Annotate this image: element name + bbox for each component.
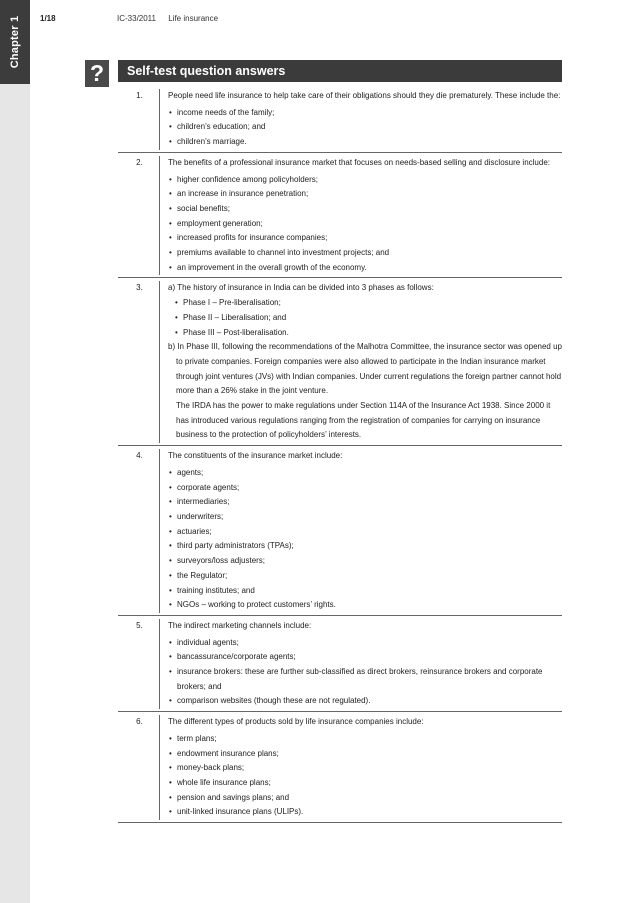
bullet-item: • whole life insurance plans; (168, 776, 562, 791)
answer-intro: The indirect marketing channels include: (168, 620, 312, 630)
bullet-item: • increased profits for insurance companies; (168, 231, 562, 246)
bullet-item: • agents; (168, 466, 562, 481)
bullet-item: • insurance brokers: these are further sub-classified as direct brokers, reinsurance brokers and corporate brokers; and (168, 665, 562, 694)
bullet-item: • children’s education; and (168, 120, 562, 135)
bullet-item: • intermediaries; (168, 495, 562, 510)
bullet-item: • bancassurance/corporate agents; (168, 650, 562, 665)
answer-row (118, 616, 562, 712)
answer-content (159, 89, 562, 150)
bullet-item: • comparison websites (though these are not regulated). (168, 694, 562, 709)
answer-intro: The constituents of the insurance market include: (168, 451, 343, 461)
question-mark-icon: ? (85, 60, 109, 87)
answer-intro: The benefits of a professional insurance market that focuses on needs-based selling and disclosure include: (168, 157, 551, 167)
bullet-item: • term plans; (168, 732, 562, 747)
phase-item: • Phase II – Liberalisation; and (168, 311, 562, 326)
answers-table (118, 86, 562, 823)
bullet-item: • endowment insurance plans; (168, 747, 562, 762)
answer-part-b-note: The IRDA has the power to make regulations under Section 114A of the Insurance Act 1938. Since 2000 it has introduced various regulations ranging from the registration of companies for carrying on insurance business to the protection of policyholders’ interests. (176, 401, 551, 440)
course-title: Life insurance (168, 14, 219, 23)
chapter-label: Chapter 1 (9, 15, 21, 69)
answer-number: 2. (136, 157, 143, 167)
answer-content (159, 449, 562, 613)
page-number: 1/18 (40, 14, 56, 23)
answer-number: 5. (136, 620, 143, 630)
phase-item: • Phase I – Pre-liberalisation; (168, 296, 562, 311)
bullet-item: • individual agents; (168, 636, 562, 651)
bullet-item: • money-back plans; (168, 761, 562, 776)
bullet-item: • actuaries; (168, 525, 562, 540)
chapter-tab (0, 0, 30, 84)
answer-row (118, 86, 562, 153)
answer-number: 1. (136, 91, 143, 100)
bullet-item: • premiums available to channel into investment projects; and (168, 246, 562, 261)
answer-row (118, 278, 562, 446)
bullet-item: • income needs of the family; (168, 106, 562, 121)
answer-number: 6. (136, 717, 143, 727)
bullet-item: • NGOs – working to protect customers’ rights. (168, 598, 562, 613)
bullet-item: • social benefits; (168, 202, 562, 217)
bullet-item: • children’s marriage. (168, 135, 562, 150)
bullet-item: • underwriters; (168, 510, 562, 525)
bullet-item: • employment generation; (168, 217, 562, 232)
running-header (117, 14, 218, 23)
bullet-item: • pension and savings plans; and (168, 791, 562, 806)
bullet-item: • an improvement in the overall growth of the economy. (168, 261, 562, 276)
answer-row (118, 712, 562, 823)
bullet-item: • an increase in insurance penetration; (168, 187, 562, 202)
section-title: Self-test question answers (118, 60, 562, 82)
answer-part-a: a) The history of insurance in India can be divided into 3 phases as follows: (168, 283, 434, 293)
bullet-item: • unit-linked insurance plans (ULIPs). (168, 805, 562, 820)
answer-row (118, 446, 562, 616)
phase-item: • Phase III – Post-liberalisation. (168, 326, 562, 341)
bullet-item: • the Regulator; (168, 569, 562, 584)
answer-number: 3. (136, 283, 143, 293)
answer-content (159, 715, 562, 820)
answer-content (159, 619, 562, 709)
answer-intro: People need life insurance to help take care of their obligations should they die prematurely. These include the: (168, 91, 561, 100)
answer-number: 4. (136, 451, 143, 461)
bullet-item: • higher confidence among policyholders; (168, 173, 562, 188)
bullet-item: • third party administrators (TPAs); (168, 539, 562, 554)
bullet-item: • surveyors/loss adjusters; (168, 554, 562, 569)
course-code: IC-33/2011 (117, 14, 156, 23)
bullet-item: • corporate agents; (168, 481, 562, 496)
answer-content (159, 156, 562, 276)
chapter-sidebar (0, 0, 30, 903)
bullet-item: • training institutes; and (168, 584, 562, 599)
answer-part-b: b) In Phase III, following the recommendations of the Malhotra Committee, the insurance sector was opened up to private companies. Foreign companies were also allowed to participate in the Indian insurance market through joint ventures (JVs) with Indian companies. Under current regulations the foreign partner cannot hold more than a 26% stake in the joint venture. (168, 342, 562, 396)
answer-content (159, 281, 562, 443)
answer-row (118, 153, 562, 279)
answer-intro: The different types of products sold by life insurance companies include: (168, 717, 424, 727)
